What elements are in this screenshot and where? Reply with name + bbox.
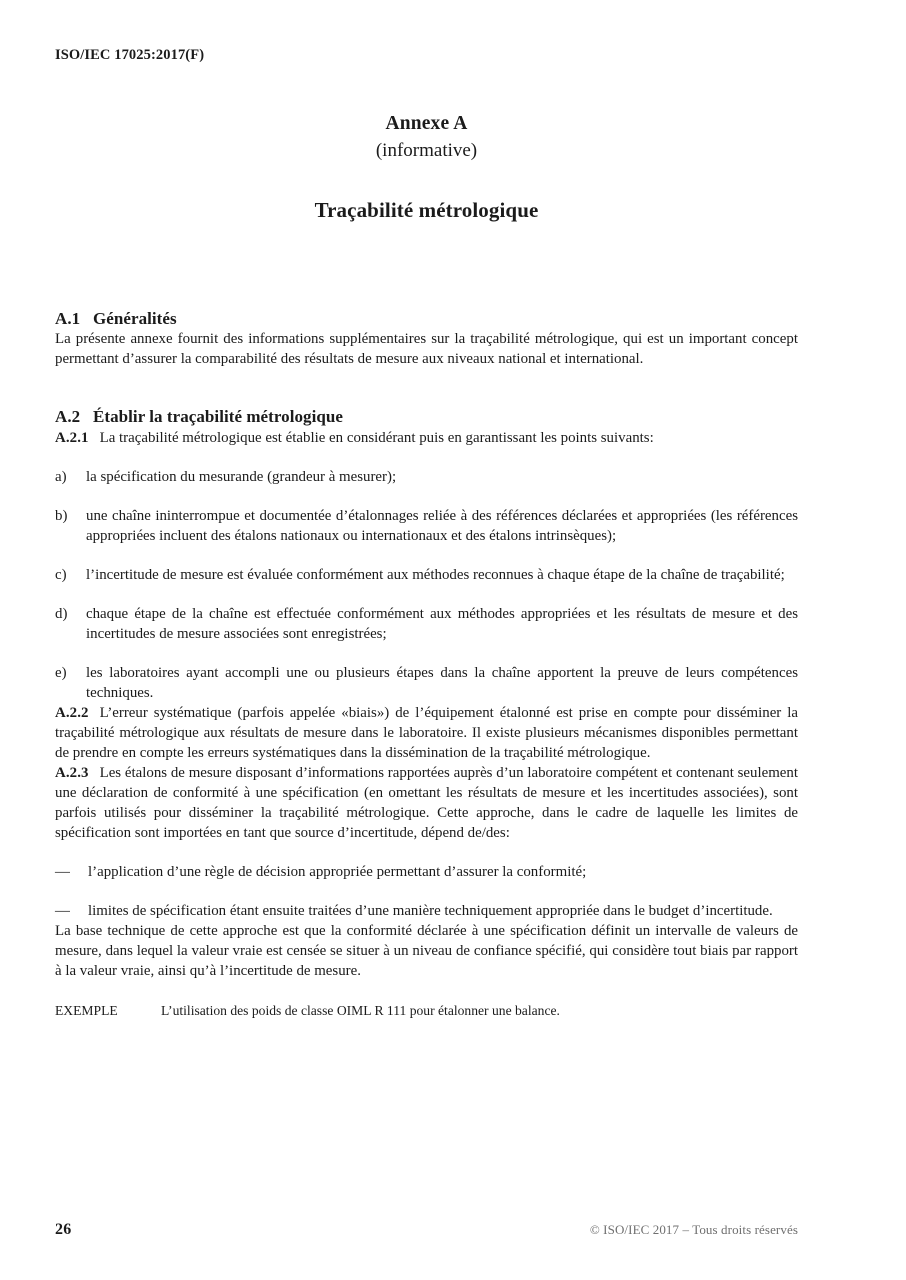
- subclause-label-a2-3: A.2.3: [55, 765, 89, 782]
- subclause-text-a2-3: Les étalons de mesure disposant d’informations rapportées auprès d’un laboratoire compétent et contenant seulement une déclaration de conformité à une spécification (en omettant les résultats de mesure et les incertitudes associées), sont parfois utilisés pour disséminer la traçabilité métrologique. Cette approche, dans le cadre de laquelle les limites de spécification sont importées en tant que source d’incertitude, dépend de/des:: [55, 765, 798, 842]
- paragraph-a2-1: [55, 428, 798, 448]
- list-item: [55, 604, 798, 644]
- running-header: ISO/IEC 17025:2017(F): [55, 47, 205, 63]
- list-item: [55, 506, 798, 546]
- list-item: [55, 663, 798, 703]
- list-marker: e): [55, 664, 67, 681]
- list-marker: b): [55, 507, 68, 524]
- subclause-text-a2-1: La traçabilité métrologique est établie en considérant puis en garantissant les points suivants:: [99, 429, 654, 446]
- copyright-notice: © ISO/IEC 2017 – Tous droits réservés: [589, 1222, 798, 1237]
- annex-title-block: [55, 112, 798, 224]
- subclause-label-a2-1: A.2.1: [55, 429, 89, 446]
- annex-subject-title: Traçabilité métrologique: [314, 197, 539, 222]
- list-item-text: chaque étape de la chaîne est effectuée conformément aux méthodes appropriées et les résultats de mesure et des incertitudes de mesure associées sont enregistrées;: [86, 605, 798, 642]
- paragraph-a2-closing: La base technique de cette approche est que la conformité déclarée à une spécification définit un intervalle de valeurs de mesure, dans lequel la valeur vraie est censée se situer à un niveau de confiance spécifié, qui considère tout biais par rapport à la valeur vraie, ainsi qu’à l’incertitude de mesure.: [55, 923, 798, 980]
- list-item-text: une chaîne ininterrompue et documentée d’étalonnages reliée à des références déclarées et appropriées (les références appropriées incluent des étalons nationaux ou internationaux et des étalons intrinsèques);: [86, 507, 798, 544]
- example-label: EXEMPLE: [55, 1002, 118, 1018]
- paragraph-a1-general: La présente annexe fournit des informations supplémentaires sur la traçabilité métrologique, qui est un important concept permettant d’assurer la comparabilité des résultats de mesure aux niveaux national et international.: [55, 331, 798, 368]
- page-footer: [55, 1221, 798, 1239]
- list-item-text: la spécification du mesurande (grandeur à mesurer);: [86, 468, 397, 485]
- dash-list-a2-3: [55, 862, 798, 921]
- clause-number-a2: A.2: [55, 407, 81, 427]
- annex-kind: (informative): [375, 139, 478, 161]
- list-item-text: l’incertitude de mesure est évaluée conformément aux méthodes reconnues à chaque étape de la chaîne de traçabilité;: [86, 566, 785, 583]
- example-note: [55, 1002, 798, 1020]
- annex-name: Annexe A: [385, 113, 468, 134]
- lettered-list-a2-1: [55, 467, 798, 703]
- list-item-text: l’application d’une règle de décision appropriée permettant d’assurer la conformité;: [88, 864, 587, 881]
- example-text: L’utilisation des poids de classe OIML R 111 pour étalonner une balance.: [161, 1002, 560, 1018]
- list-item-text: les laboratoires ayant accompli une ou plusieurs étapes dans la chaîne apportent la preuve de leurs compétences techniques.: [86, 664, 798, 701]
- paragraph-a2-3: [55, 763, 798, 843]
- page-content: [55, 112, 798, 1020]
- list-marker: a): [55, 468, 67, 485]
- list-marker: c): [55, 566, 67, 583]
- list-item: [55, 901, 798, 921]
- clause-number-a1: A.1: [55, 308, 81, 328]
- list-item: [55, 862, 798, 882]
- list-marker-dash: —: [55, 864, 70, 881]
- clause-title-a1: Généralités: [93, 308, 177, 328]
- paragraph-a2-2: [55, 703, 798, 763]
- list-marker-dash: —: [55, 903, 70, 920]
- subclause-label-a2-2: A.2.2: [55, 704, 89, 721]
- clause-heading-a2: [55, 406, 798, 427]
- list-item: [55, 565, 798, 585]
- subclause-text-a2-2: L’erreur systématique (parfois appelée «biais») de l’équipement étalonné est prise en compte pour disséminer la traçabilité métrologique aux résultats de mesure dans le laboratoire. Il existe plusieurs mécanismes disponibles permettant de prendre en compte les erreurs systématiques dans la dissémination de la traçabilité métrologique.: [55, 704, 798, 762]
- list-item-text: limites de spécification étant ensuite traitées d’une manière techniquement appropriée dans le budget d’incertitude.: [88, 903, 773, 920]
- clause-heading-a1: [55, 308, 798, 329]
- page-number: 26: [55, 1221, 72, 1238]
- list-marker: d): [55, 605, 68, 622]
- list-item: [55, 467, 798, 487]
- clause-title-a2: Établir la traçabilité métrologique: [93, 407, 343, 427]
